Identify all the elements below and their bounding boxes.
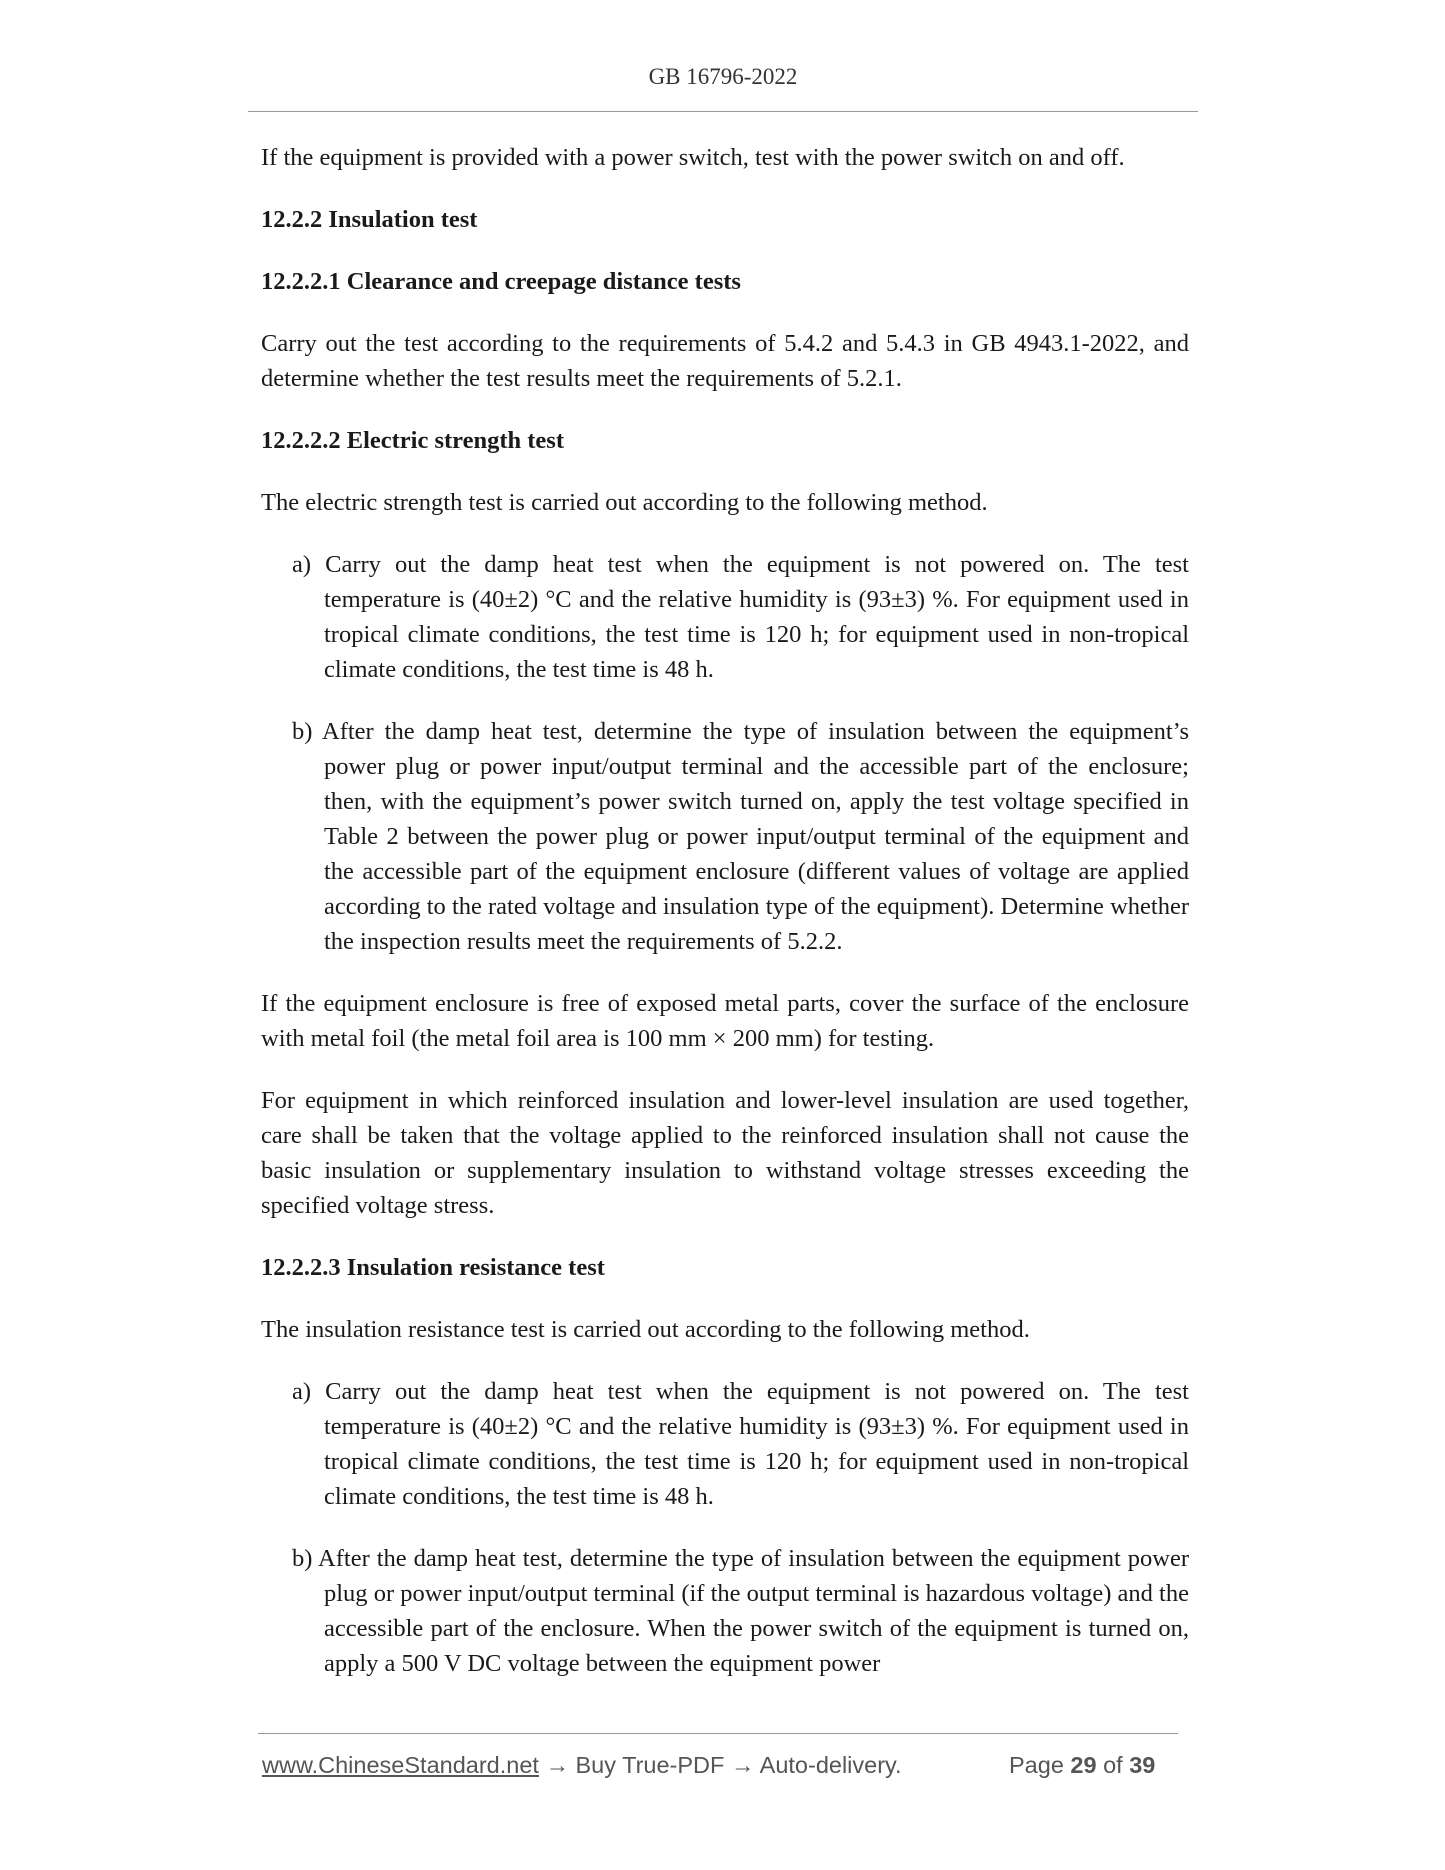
list-item: a) Carry out the damp heat test when the equipment is not powered on. The test temperature is (40±2) °C and the relative humidity is (93±3) %. For equipment used in tropical climate conditions, the test time is 120 h; for equipment used in non-tropical climate conditions, the test time is 48 h. bbox=[292, 1378, 1189, 1510]
footer-promo bbox=[262, 1752, 902, 1779]
page-indicator bbox=[1009, 1752, 1155, 1779]
heading-insulation-resistance: 12.2.2.3 Insulation resistance test bbox=[261, 1254, 605, 1281]
list-item: b) After the damp heat test, determine the type of insulation between the equipment’s power plug or power input/output terminal and the accessible part of the enclosure; then, with the equipment’s power switch turned on, apply the test voltage specified in Table 2 between the power plug or power input/output terminal of the equipment and the accessible part of the equipment enclosure (different values of voltage are applied according to the rated voltage and insulation type of the equipment). Determine whether the inspection results meet the requirements of 5.2.2. bbox=[292, 718, 1189, 955]
paragraph-clearance-method: Carry out the test according to the requirements of 5.4.2 and 5.4.3 in GB 4943.1-2022, and determine whether the test results meet the requirements of 5.2.1. bbox=[261, 330, 1189, 392]
insulation-resistance-list bbox=[261, 1374, 1189, 1681]
paragraph-insulation-resistance-intro: The insulation resistance test is carried out according to the following method. bbox=[261, 1316, 1030, 1343]
heading-clearance-creepage: 12.2.2.1 Clearance and creepage distance tests bbox=[261, 268, 741, 295]
footer-divider bbox=[258, 1733, 1178, 1734]
heading-insulation-test: 12.2.2 Insulation test bbox=[261, 206, 478, 233]
total-pages: 39 bbox=[1129, 1752, 1156, 1778]
of-label: of bbox=[1103, 1752, 1123, 1778]
page-label: Page bbox=[1009, 1752, 1064, 1778]
list-item: a) Carry out the damp heat test when the equipment is not powered on. The test temperature is (40±2) °C and the relative humidity is (93±3) %. For equipment used in tropical climate conditions, the test time is 120 h; for equipment used in non-tropical climate conditions, the test time is 48 h. bbox=[292, 551, 1189, 683]
heading-electric-strength: 12.2.2.2 Electric strength test bbox=[261, 427, 564, 454]
paragraph-power-switch: If the equipment is provided with a power switch, test with the power switch on and off. bbox=[261, 144, 1125, 171]
list-item: b) After the damp heat test, determine the type of insulation between the equipment power plug or power input/output terminal (if the output terminal is hazardous voltage) and the accessible part of the enclosure. When the power switch of the equipment is turned on, apply a 500 V DC voltage between the equipment power bbox=[292, 1545, 1189, 1677]
footer-tagline: → Buy True-PDF → Auto-delivery. bbox=[538, 1752, 902, 1778]
electric-strength-list bbox=[261, 547, 1189, 959]
document-body bbox=[261, 140, 1189, 1708]
chinesestandard-link[interactable]: www.ChineseStandard.net bbox=[262, 1752, 539, 1778]
page-footer bbox=[262, 1752, 1182, 1786]
page-header: GB 16796-2022 bbox=[648, 64, 798, 89]
paragraph-electric-strength-intro: The electric strength test is carried out according to the following method. bbox=[261, 489, 988, 516]
paragraph-metal-foil: If the equipment enclosure is free of exposed metal parts, cover the surface of the enclosure with metal foil (the metal foil area is 100 mm × 200 mm) for testing. bbox=[261, 990, 1189, 1052]
header-divider bbox=[248, 111, 1198, 112]
paragraph-reinforced-insulation: For equipment in which reinforced insulation and lower-level insulation are used together, care shall be taken that the voltage applied to the reinforced insulation shall not cause the basic insulation or supplementary insulation to withstand voltage stresses exceeding the specified voltage stress. bbox=[261, 1087, 1189, 1219]
page-number: 29 bbox=[1070, 1752, 1097, 1778]
